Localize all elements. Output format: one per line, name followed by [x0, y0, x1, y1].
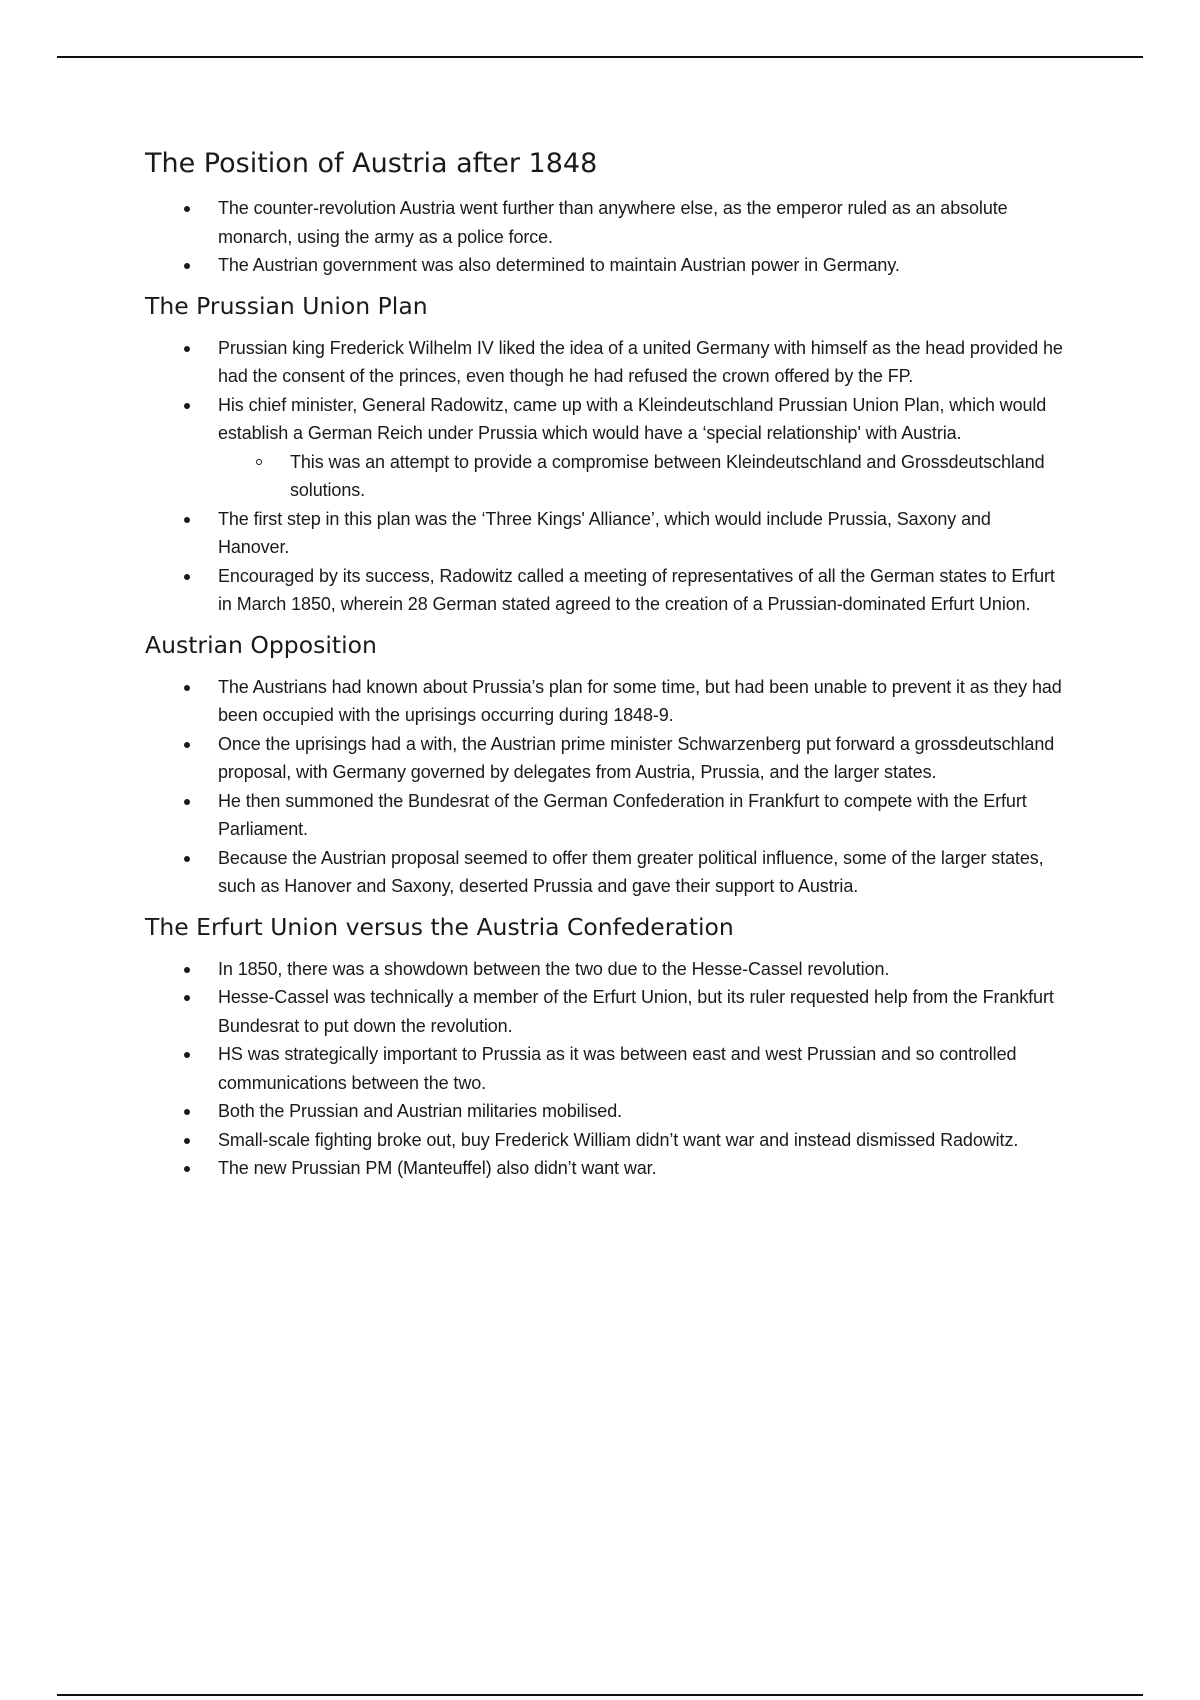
list-item-text: The counter-revolution Austria went further than anywhere else, as the emperor ruled as an absolute monarch, using the army as a police force.	[218, 198, 1008, 247]
section-heading: The Erfurt Union versus the Austria Confederation	[145, 912, 734, 941]
bullet-list	[145, 673, 1065, 901]
list-item	[145, 1040, 1065, 1097]
section-heading: The Prussian Union Plan	[145, 291, 428, 320]
sub-list-item	[145, 448, 1065, 505]
list-item-text: The Austrians had known about Prussia’s plan for some time, but had been unable to prevent it as they had been occupied with the uprisings occurring during 1848-9.	[218, 676, 1062, 725]
list-item-text: HS was strategically important to Prussia as it was between east and west Prussian and so controlled communications between the two.	[218, 1044, 1017, 1093]
footer-rule	[57, 1694, 1143, 1696]
list-item	[145, 505, 1065, 562]
bullet-icon	[184, 967, 190, 973]
section-heading: The Position of Austria after 1848	[145, 148, 598, 179]
list-item	[145, 955, 1065, 984]
bullet-icon	[184, 403, 190, 409]
document-body	[145, 146, 1065, 1189]
list-item-text: Prussian king Frederick Wilhelm IV liked the idea of a united Germany with himself as the head provided he had the consent of the princes, even though he had refused the crown offered by the FP.	[218, 337, 1063, 386]
bullet-icon	[184, 517, 190, 523]
sub-list-item-text: This was an attempt to provide a compromise between Kleindeutschland and Grossdeutschland solutions.	[290, 451, 1045, 500]
list-item	[145, 844, 1065, 901]
list-item-text: Hesse-Cassel was technically a member of the Erfurt Union, but its ruler requested help from the Frankfurt Bundesrat to put down the revolution.	[218, 987, 1054, 1036]
bullet-icon	[184, 1166, 190, 1172]
list-item-text: Once the uprisings had a with, the Austrian prime minister Schwarzenberg put forward a grossdeutschland proposal, with Germany governed by delegates from Austria, Prussia, and the larger states.	[218, 733, 1055, 782]
list-item	[145, 391, 1065, 505]
list-item-text: Both the Prussian and Austrian militaries mobilised.	[218, 1101, 623, 1121]
bullet-list	[145, 194, 1065, 280]
list-item-text: He then summoned the Bundesrat of the German Confederation in Frankfurt to compete with the Erfurt Parliament.	[218, 790, 1027, 839]
bullet-icon	[184, 742, 190, 748]
list-item	[145, 673, 1065, 730]
list-item	[145, 194, 1065, 251]
bullet-icon	[184, 574, 190, 580]
bullet-icon	[184, 995, 190, 1001]
list-item	[145, 983, 1065, 1040]
list-item	[145, 730, 1065, 787]
list-item	[145, 1097, 1065, 1126]
list-item-text: His chief minister, General Radowitz, came up with a Kleindeutschland Prussian Union Plan, which would establish a German Reich under Prussia which would have a ‘special relationship' with Austria.	[218, 394, 1047, 443]
bullet-list	[145, 955, 1065, 1183]
list-item	[145, 334, 1065, 391]
bullet-icon	[184, 263, 190, 269]
list-item-text: In 1850, there was a showdown between the two due to the Hesse-Cassel revolution.	[218, 958, 890, 979]
list-item	[145, 1126, 1065, 1155]
list-item-text: Small-scale fighting broke out, buy Frederick William didn’t want war and instead dismissed Radowitz.	[218, 1129, 1019, 1150]
list-item	[145, 1154, 1065, 1183]
bullet-icon	[184, 685, 190, 691]
bullet-icon	[184, 856, 190, 862]
bullet-icon	[184, 1052, 190, 1058]
list-item-text: The Austrian government was also determined to maintain Austrian power in Germany.	[218, 255, 900, 275]
list-item-text: The first step in this plan was the ‘Three Kings' Alliance’, which would include Prussia, Saxony and Hanover.	[218, 508, 991, 557]
bullet-icon	[184, 799, 190, 805]
sub-bullet-list	[218, 448, 1065, 505]
hollow-bullet-icon	[256, 459, 262, 465]
bullet-icon	[184, 206, 190, 212]
bullet-icon	[184, 346, 190, 352]
bullet-icon	[184, 1138, 190, 1144]
bullet-icon	[184, 1109, 190, 1115]
list-item	[145, 562, 1065, 619]
section-heading: Austrian Opposition	[145, 630, 377, 659]
list-item-text: Encouraged by its success, Radowitz called a meeting of representatives of all the German states to Erfurt in March 1850, wherein 28 German stated agreed to the creation of a Prussian-dominated Erfurt Union.	[218, 565, 1055, 614]
list-item	[145, 787, 1065, 844]
list-item-text: The new Prussian PM (Manteuffel) also didn’t want war.	[218, 1158, 657, 1178]
bullet-list	[145, 334, 1065, 619]
list-item	[145, 251, 1065, 280]
header-rule	[57, 56, 1143, 58]
list-item-text: Because the Austrian proposal seemed to offer them greater political influence, some of the larger states, such as Hanover and Saxony, deserted Prussia and gave their support to Austria.	[218, 847, 1044, 896]
